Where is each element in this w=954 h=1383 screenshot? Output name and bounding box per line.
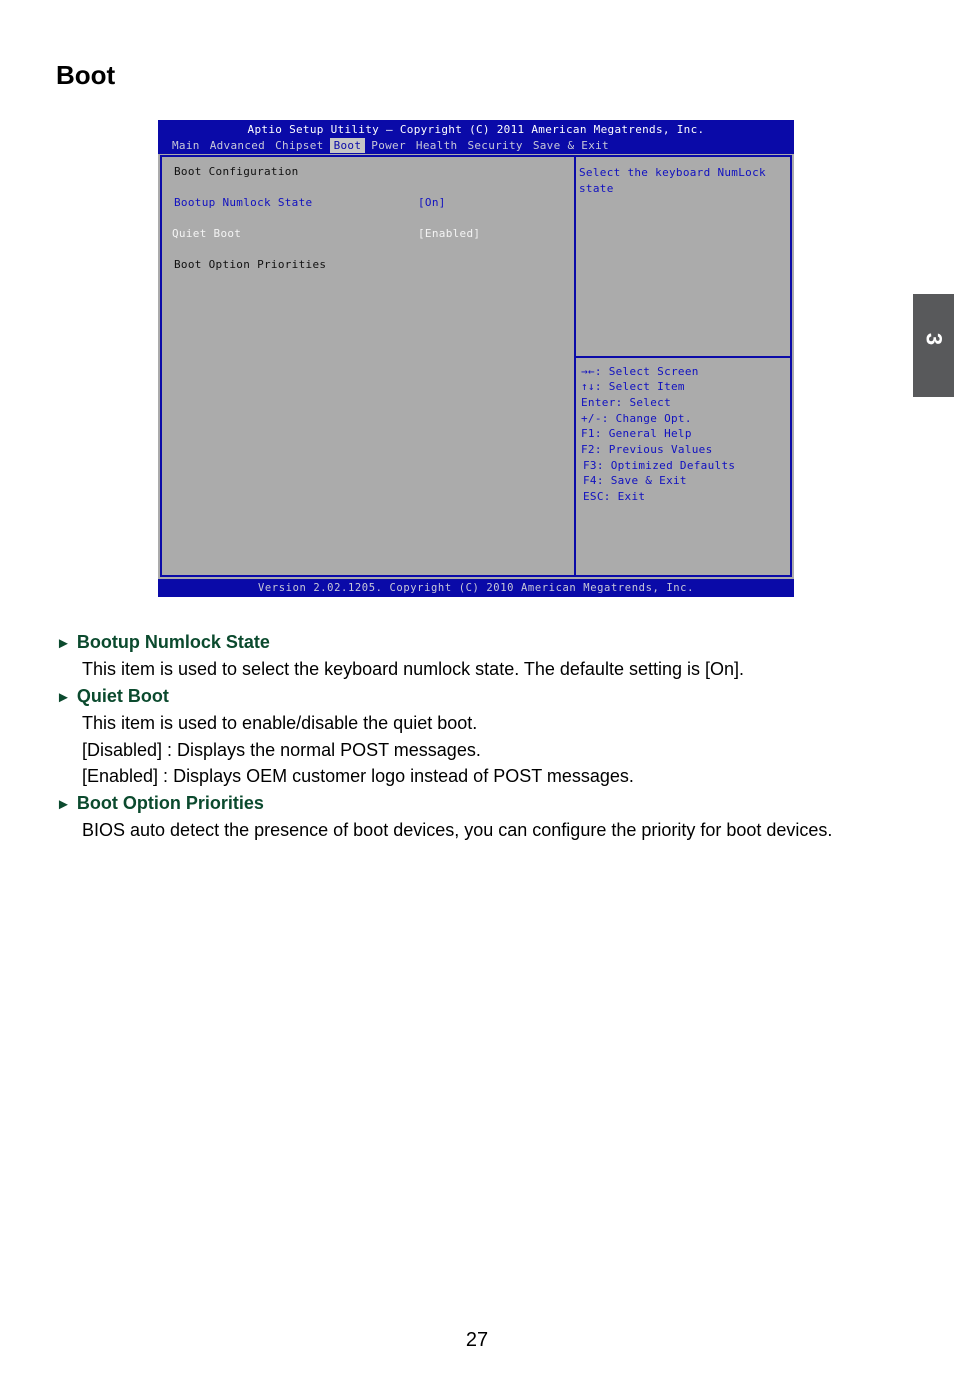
boot-configuration-heading: Boot Configuration — [174, 165, 299, 178]
section-heading-bootup-numlock — [56, 632, 270, 653]
bios-title: Aptio Setup Utility – Copyright (C) 2011 American Megatrends, Inc. — [247, 123, 705, 136]
section-heading-text: Quiet Boot — [76, 686, 169, 706]
right-triangle-icon: ► — [56, 635, 71, 652]
section-text: BIOS auto detect the presence of boot devices, you can configure the priority for boot devices. — [82, 820, 833, 840]
bootup-numlock-value[interactable]: [On] — [418, 196, 446, 209]
bios-screenshot — [158, 120, 794, 597]
section-heading-text: Boot Option Priorities — [76, 793, 264, 813]
key-change-opt: +/-: Change Opt. — [581, 412, 692, 425]
tab-boot[interactable]: Boot — [330, 138, 366, 153]
page-number: 27 — [465, 1329, 489, 1351]
section-heading-quiet-boot — [56, 686, 169, 707]
key-optimized-defaults: F3: Optimized Defaults — [583, 459, 736, 472]
tab-security[interactable]: Security — [467, 139, 523, 152]
boot-option-priorities-item[interactable]: Boot Option Priorities — [174, 258, 327, 271]
key-select-item: ↑↓: Select Item — [581, 380, 685, 393]
bios-divider-vertical — [574, 155, 576, 577]
bootup-numlock-label[interactable]: Bootup Numlock State — [174, 196, 313, 209]
bios-tab-bar — [168, 138, 615, 153]
key-enter-select: Enter: Select — [581, 396, 671, 409]
bios-header — [158, 120, 794, 154]
page-title: Boot — [56, 60, 116, 90]
bios-help-text: Select the keyboard NumLock state — [579, 166, 766, 195]
tab-save-exit[interactable]: Save & Exit — [532, 139, 609, 152]
section-text: [Disabled] : Displays the normal POST messages. — [82, 740, 481, 760]
bios-footer: Version 2.02.1205. Copyright (C) 2010 American Megatrends, Inc. — [158, 579, 794, 597]
chapter-number: 3 — [921, 332, 947, 346]
bios-divider-horizontal — [576, 356, 792, 358]
section-text: [Enabled] : Displays OEM customer logo instead of POST messages. — [82, 766, 634, 786]
section-text: This item is used to enable/disable the quiet boot. — [82, 713, 478, 733]
right-triangle-icon: ► — [56, 796, 71, 813]
tab-main[interactable]: Main — [172, 139, 200, 152]
quiet-boot-label[interactable]: Quiet Boot — [172, 227, 242, 240]
section-text: This item is used to select the keyboard numlock state. The defaulte setting is [On]. — [82, 659, 745, 679]
key-previous-values: F2: Previous Values — [581, 443, 713, 456]
key-general-help: F1: General Help — [581, 427, 692, 440]
tab-advanced[interactable]: Advanced — [209, 139, 266, 152]
tab-health[interactable]: Health — [415, 139, 458, 152]
section-heading-text: Bootup Numlock State — [76, 632, 270, 652]
key-select-screen: →←: Select Screen — [581, 365, 699, 378]
key-save-exit: F4: Save & Exit — [583, 474, 687, 487]
tab-chipset[interactable]: Chipset — [275, 139, 324, 152]
tab-power[interactable]: Power — [371, 139, 406, 152]
right-triangle-icon: ► — [56, 689, 71, 706]
section-heading-boot-option-priorities — [56, 793, 264, 814]
key-esc-exit: ESC: Exit — [583, 490, 646, 503]
chapter-tab — [913, 294, 954, 397]
quiet-boot-value[interactable]: [Enabled] — [418, 227, 481, 240]
